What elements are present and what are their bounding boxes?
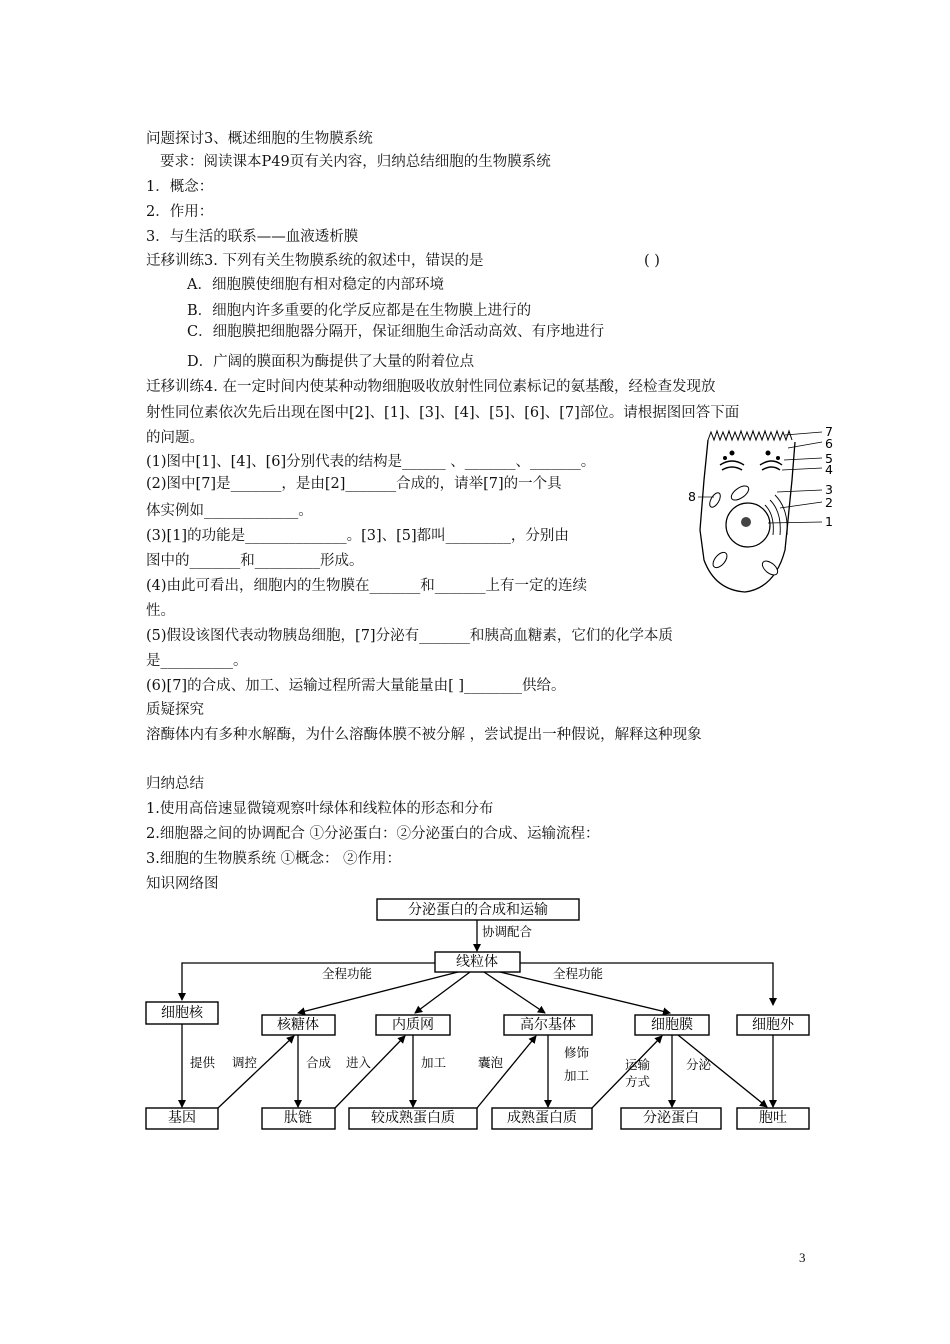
option-d: D．广阔的膜面积为酶提供了大量的附着位点 (187, 354, 475, 370)
item-function: 2．作用： (146, 204, 214, 220)
page-number: 3 (799, 1250, 806, 1265)
step-transport: 运输 (625, 1057, 651, 1072)
full-right-label: 全程功能 (553, 966, 604, 981)
cell-label-4: 4 (825, 462, 833, 477)
cell-label-3: 3 (825, 482, 833, 497)
label-immature-protein: 较成熟蛋白质 (371, 1110, 455, 1126)
q5-line2: 是__________。 (146, 653, 248, 669)
step-provide: 提供 (190, 1055, 216, 1070)
label-secretory-protein: 分泌蛋白 (643, 1110, 699, 1126)
item-life-link: 3．与生活的联系——血液透析膜 (146, 229, 359, 245)
label-golgi: 高尔基体 (520, 1017, 576, 1033)
top-label: 分泌蛋白的合成和运输 (408, 902, 548, 918)
summary-3: 3.细胞的生物膜系统 ①概念： ②作用： (146, 851, 402, 867)
q4-line2: 性。 (146, 603, 175, 619)
q3-line2: 图中的_______和_________形成。 (146, 553, 364, 569)
option-c: C．细胞膜把细胞器分隔开，保证细胞生命活动高效、有序地进行 (187, 324, 605, 340)
step-process-2: 加工 (564, 1068, 590, 1083)
mito-label: 线粒体 (456, 954, 498, 970)
label-membrane: 细胞膜 (651, 1017, 693, 1033)
item-concept: 1．概念： (146, 179, 214, 195)
cell-label-8: 8 (688, 489, 696, 504)
answer-bracket: ( ) (644, 253, 660, 269)
cell-label-6: 6 (825, 436, 833, 451)
step-process: 加工 (421, 1055, 447, 1070)
cell-label-1: 1 (825, 514, 833, 529)
summary-1: 1.使用高倍速显微镜观察叶绿体和线粒体的形态和分布 (146, 801, 494, 817)
exercise4-intro-2: 射性同位素依次先后出现在图中[2]、[1]、[3]、[4]、[5]、[6]、[7]部位。请根据图回答下面 (146, 405, 740, 421)
label-ribosome: 核糖体 (277, 1017, 319, 1033)
q2-line1: (2)图中[7]是_______，是由[2]_______合成的，请举[7]的一个具 (146, 476, 562, 492)
q4-line1: (4)由此可看出，细胞内的生物膜在_______和_______上有一定的连续 (146, 578, 588, 594)
exercise4-intro-1: 迁移训练4. 在一定时间内使某种动物细胞吸收放射性同位素标记的氨基酸，经检查发现放 (146, 379, 716, 395)
step-secrete: 分泌 (686, 1057, 712, 1072)
heading-inquiry: 质疑探究 (146, 702, 204, 718)
cell-label-2: 2 (825, 495, 833, 510)
full-left-label: 全程功能 (322, 966, 373, 981)
step-vesicle: 囊泡 (478, 1055, 504, 1070)
step-synthesize: 合成 (306, 1055, 332, 1070)
exercise4-intro-3: 的问题。 (146, 430, 204, 446)
label-exocytosis: 胞吐 (759, 1110, 787, 1126)
q2-line2: 体实例如_____________。 (146, 503, 313, 519)
option-a: A．细胞膜使细胞有相对稳定的内部环境 (187, 277, 444, 293)
label-nucleus: 细胞核 (161, 1005, 203, 1021)
step-regulate: 调控 (232, 1055, 258, 1070)
label-extracellular: 细胞外 (752, 1017, 794, 1033)
q6: (6)[7]的合成、加工、运输过程所需大量能量由[ ]________供给。 (146, 678, 566, 694)
q3-line1: (3)[1]的功能是______________。[3]、[5]都叫_________，分别由 (146, 528, 569, 544)
step-modify: 修饰 (564, 1045, 590, 1060)
heading-network: 知识网络图 (146, 876, 219, 892)
q1: (1)图中[1]、[4]、[6]分别代表的结构是______ 、_______、_______。 (146, 454, 596, 470)
cell-label-5: 5 (825, 451, 833, 466)
step-enter: 进入 (346, 1055, 372, 1070)
requirement: 要求：阅读课本P49页有关内容，归纳总结细胞的生物膜系统 (160, 154, 551, 170)
q5-line1: (5)假设该图代表动物胰岛细胞，[7]分泌有_______和胰高血糖素，它们的化学本质 (146, 628, 673, 644)
label-mature-protein: 成熟蛋白质 (507, 1110, 577, 1126)
summary-2: 2.细胞器之间的协调配合 ①分泌蛋白：②分泌蛋白的合成、运输流程： (146, 826, 600, 842)
cell-label-7: 7 (825, 424, 833, 439)
step-manner: 方式 (625, 1074, 651, 1089)
label-peptide: 肽链 (284, 1110, 312, 1126)
option-b: B．细胞内许多重要的化学反应都是在生物膜上进行的 (187, 303, 532, 319)
label-er: 内质网 (392, 1017, 434, 1033)
label-gene: 基因 (168, 1110, 196, 1126)
inquiry-text: 溶酶体内有多种水解酶，为什么溶酶体膜不被分解 ，尝试提出一种假说，解释这种现象 (146, 727, 702, 743)
exercise3-question: 迁移训练3. 下列有关生物膜系统的叙述中，错误的是 (146, 253, 484, 269)
heading-topic3: 问题探讨3、概述细胞的生物膜系统 (146, 131, 373, 147)
heading-summary: 归纳总结 (146, 776, 204, 792)
coordinate-label: 协调配合 (482, 924, 533, 939)
